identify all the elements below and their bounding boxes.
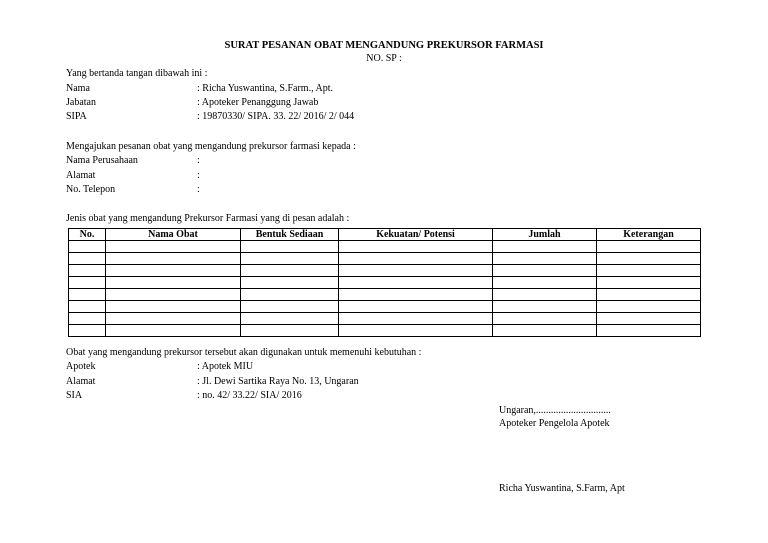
- table-cell[interactable]: [241, 277, 339, 289]
- table-cell[interactable]: [106, 301, 241, 313]
- table-row: [69, 241, 701, 253]
- table-cell[interactable]: [597, 301, 701, 313]
- table-row: [69, 265, 701, 277]
- table-cell[interactable]: [339, 253, 493, 265]
- table-cell[interactable]: [106, 265, 241, 277]
- table-cell[interactable]: [597, 265, 701, 277]
- table-row: [69, 253, 701, 265]
- table-cell[interactable]: [69, 265, 106, 277]
- table-cell[interactable]: [597, 325, 701, 337]
- table-cell[interactable]: [493, 253, 597, 265]
- table-cell[interactable]: [241, 253, 339, 265]
- table-cell[interactable]: [597, 253, 701, 265]
- table-cell[interactable]: [493, 313, 597, 325]
- signature-name: Richa Yuswantina, S.Farm, Apt: [499, 483, 625, 494]
- table-row: [69, 277, 701, 289]
- signature-role: Apoteker Pengelola Apotek: [499, 418, 610, 429]
- table-cell[interactable]: [106, 277, 241, 289]
- table-header-row: [69, 229, 701, 241]
- table-cell[interactable]: [493, 289, 597, 301]
- table-cell[interactable]: [69, 289, 106, 301]
- table-cell[interactable]: [339, 301, 493, 313]
- column-header-notes: Keterangan: [597, 229, 701, 241]
- table-row: [69, 325, 701, 337]
- pharmacy-address-value: : Jl. Dewi Sartika Raya No. 13, Ungaran: [197, 376, 359, 387]
- column-header-drug-name: Nama Obat: [106, 229, 241, 241]
- table-cell[interactable]: [493, 277, 597, 289]
- signer-name-label: Nama: [66, 83, 90, 94]
- table-cell[interactable]: [106, 241, 241, 253]
- pharmacy-name-value: : Apotek MIU: [197, 361, 254, 372]
- table-cell[interactable]: [339, 325, 493, 337]
- signer-sipa-value: : 19870330/ SIPA. 33. 22/ 2016/ 2/ 044: [197, 111, 355, 122]
- table-cell[interactable]: [493, 325, 597, 337]
- table-cell[interactable]: [597, 277, 701, 289]
- company-phone-label: No. Telepon: [66, 184, 116, 195]
- table-cell[interactable]: [241, 313, 339, 325]
- table-cell[interactable]: [339, 313, 493, 325]
- table-cell[interactable]: [241, 241, 339, 253]
- usage-intro: Obat yang mengandung prekursor tersebut akan digunakan untuk memenuhi kebutuhan :: [66, 347, 422, 358]
- pharmacy-sia-label: SIA: [66, 390, 83, 401]
- table-cell[interactable]: [339, 265, 493, 277]
- column-header-dosage-form: Bentuk Sediaan: [241, 229, 339, 241]
- table-cell[interactable]: [106, 313, 241, 325]
- order-number: NO. SP :: [366, 53, 402, 64]
- table-row: [69, 301, 701, 313]
- table-cell[interactable]: [493, 301, 597, 313]
- table-cell[interactable]: [69, 253, 106, 265]
- table-cell[interactable]: [241, 289, 339, 301]
- table-row: [69, 289, 701, 301]
- pharmacy-name-label: Apotek: [66, 361, 96, 372]
- company-name-value: :: [197, 155, 200, 166]
- table-cell[interactable]: [69, 277, 106, 289]
- table-cell[interactable]: [69, 301, 106, 313]
- table-cell[interactable]: [241, 301, 339, 313]
- table-cell[interactable]: [106, 289, 241, 301]
- table-cell[interactable]: [106, 325, 241, 337]
- table-row: [69, 313, 701, 325]
- signer-sipa-label: SIPA: [66, 111, 87, 122]
- signature-place-date: Ungaran,..............................: [499, 405, 611, 416]
- company-address-label: Alamat: [66, 170, 96, 181]
- table-cell[interactable]: [339, 289, 493, 301]
- company-phone-value: :: [197, 184, 200, 195]
- table-cell[interactable]: [69, 313, 106, 325]
- table-cell[interactable]: [69, 325, 106, 337]
- table-cell[interactable]: [241, 265, 339, 277]
- table-cell[interactable]: [597, 313, 701, 325]
- company-address-value: :: [197, 170, 200, 181]
- table-intro: Jenis obat yang mengandung Prekursor Farmasi yang di pesan adalah :: [66, 213, 350, 224]
- order-table: [68, 228, 701, 337]
- column-header-quantity: Jumlah: [493, 229, 597, 241]
- table-cell[interactable]: [339, 277, 493, 289]
- company-name-label: Nama Perusahaan: [66, 155, 138, 166]
- pharmacy-sia-value: : no. 42/ 33.22/ SIA/ 2016: [197, 390, 302, 401]
- table-cell[interactable]: [493, 241, 597, 253]
- pharmacy-address-label: Alamat: [66, 376, 96, 387]
- table-cell[interactable]: [241, 325, 339, 337]
- request-intro: Mengajukan pesanan obat yang mengandung prekursor farmasi kepada :: [66, 141, 356, 152]
- column-header-no: No.: [69, 229, 106, 241]
- table-cell[interactable]: [339, 241, 493, 253]
- table-cell[interactable]: [597, 241, 701, 253]
- signer-position-value: : Apoteker Penanggung Jawab: [197, 97, 319, 108]
- signer-position-label: Jabatan: [66, 97, 96, 108]
- table-cell[interactable]: [493, 265, 597, 277]
- signer-name-value: : Richa Yuswantina, S.Farm., Apt.: [197, 83, 334, 94]
- column-header-strength: Kekuatan/ Potensi: [339, 229, 493, 241]
- document-title: SURAT PESANAN OBAT MENGANDUNG PREKURSOR FARMASI: [224, 40, 544, 51]
- table-cell[interactable]: [597, 289, 701, 301]
- table-cell[interactable]: [106, 253, 241, 265]
- table-cell[interactable]: [69, 241, 106, 253]
- intro-text: Yang bertanda tangan dibawah ini :: [66, 68, 208, 79]
